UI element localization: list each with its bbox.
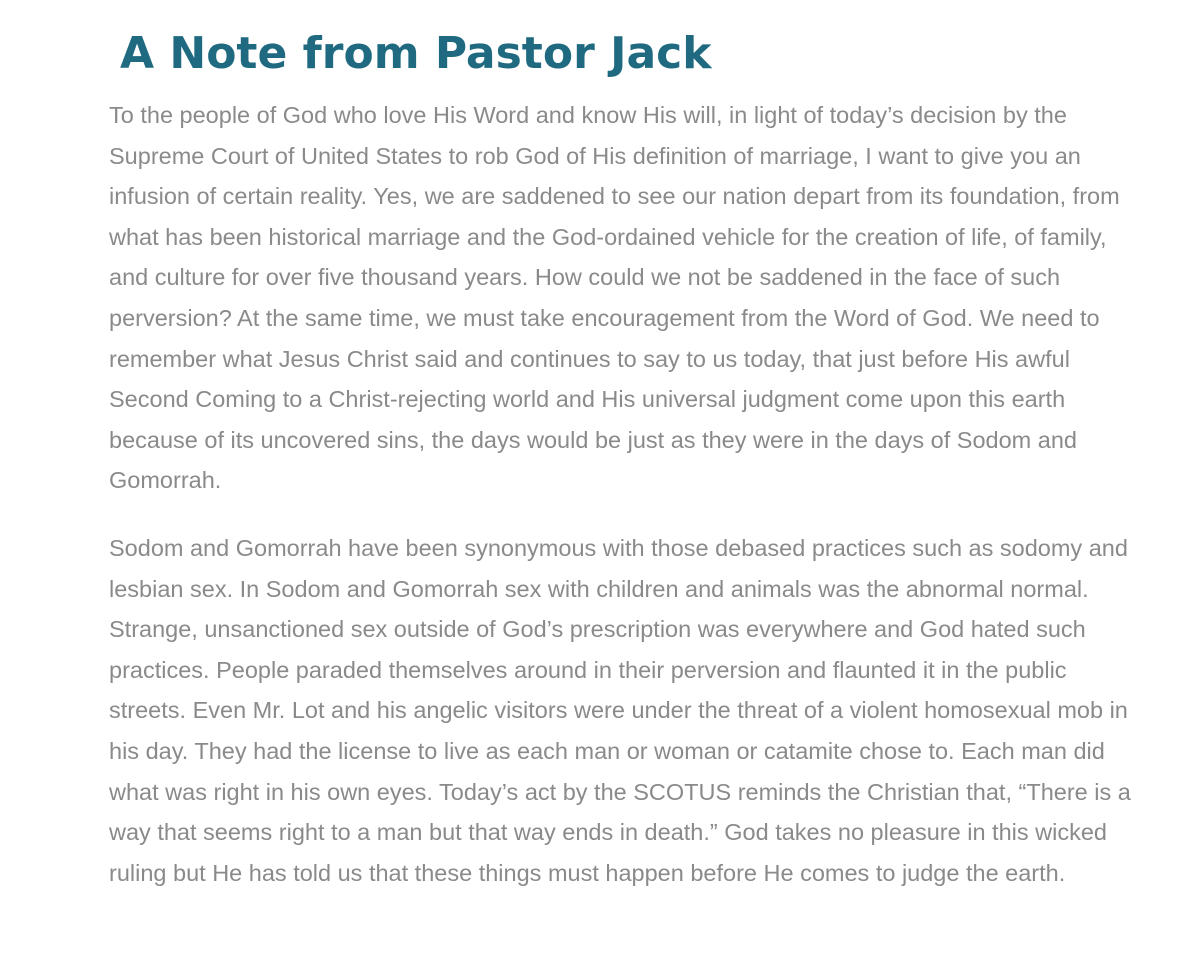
article-paragraph-2: Sodom and Gomorrah have been synonymous with those debased practices such as sodomy and lesbian sex. In Sodom and Gomorrah sex with children and animals was the abnormal normal. Strange, unsanctioned sex outside of God’s prescription was everywhere and God hated such practices. People paraded themselves around in their perversion and flaunted it in the public streets. Even Mr. Lot and his angelic visitors were under the threat of a violent homosexual mob in his day. They had the license to live as each man or woman or catamite chose to. Each man did what was right in his own eyes. Today’s act by the SCOTUS reminds the Christian that, “There is a way that seems right to a man but that way ends in death.” God takes no pleasure in this wicked ruling but He has told us that these things must happen before He comes to judge the earth. [109, 535, 1131, 886]
page-title: A Note from Pastor Jack [120, 28, 712, 79]
article-paragraph-1: To the people of God who love His Word and know His will, in light of today’s decision by the Supreme Court of United States to rob God of His definition of marriage, I want to give you an infusion of certain reality. Yes, we are saddened to see our nation depart from its foundation, from what has been historical marriage and the God-ordained vehicle for the creation of life, of family, and culture for over five thousand years. How could we not be saddened in the face of such perversion? At the same time, we must take encouragement from the Word of God. We need to remember what Jesus Christ said and continues to say to us today, that just before His awful Second Coming to a Christ-rejecting world and His universal judgment come upon this earth because of its uncovered sins, the days would be just as they were in the days of Sodom and Gomorrah. [109, 102, 1120, 494]
